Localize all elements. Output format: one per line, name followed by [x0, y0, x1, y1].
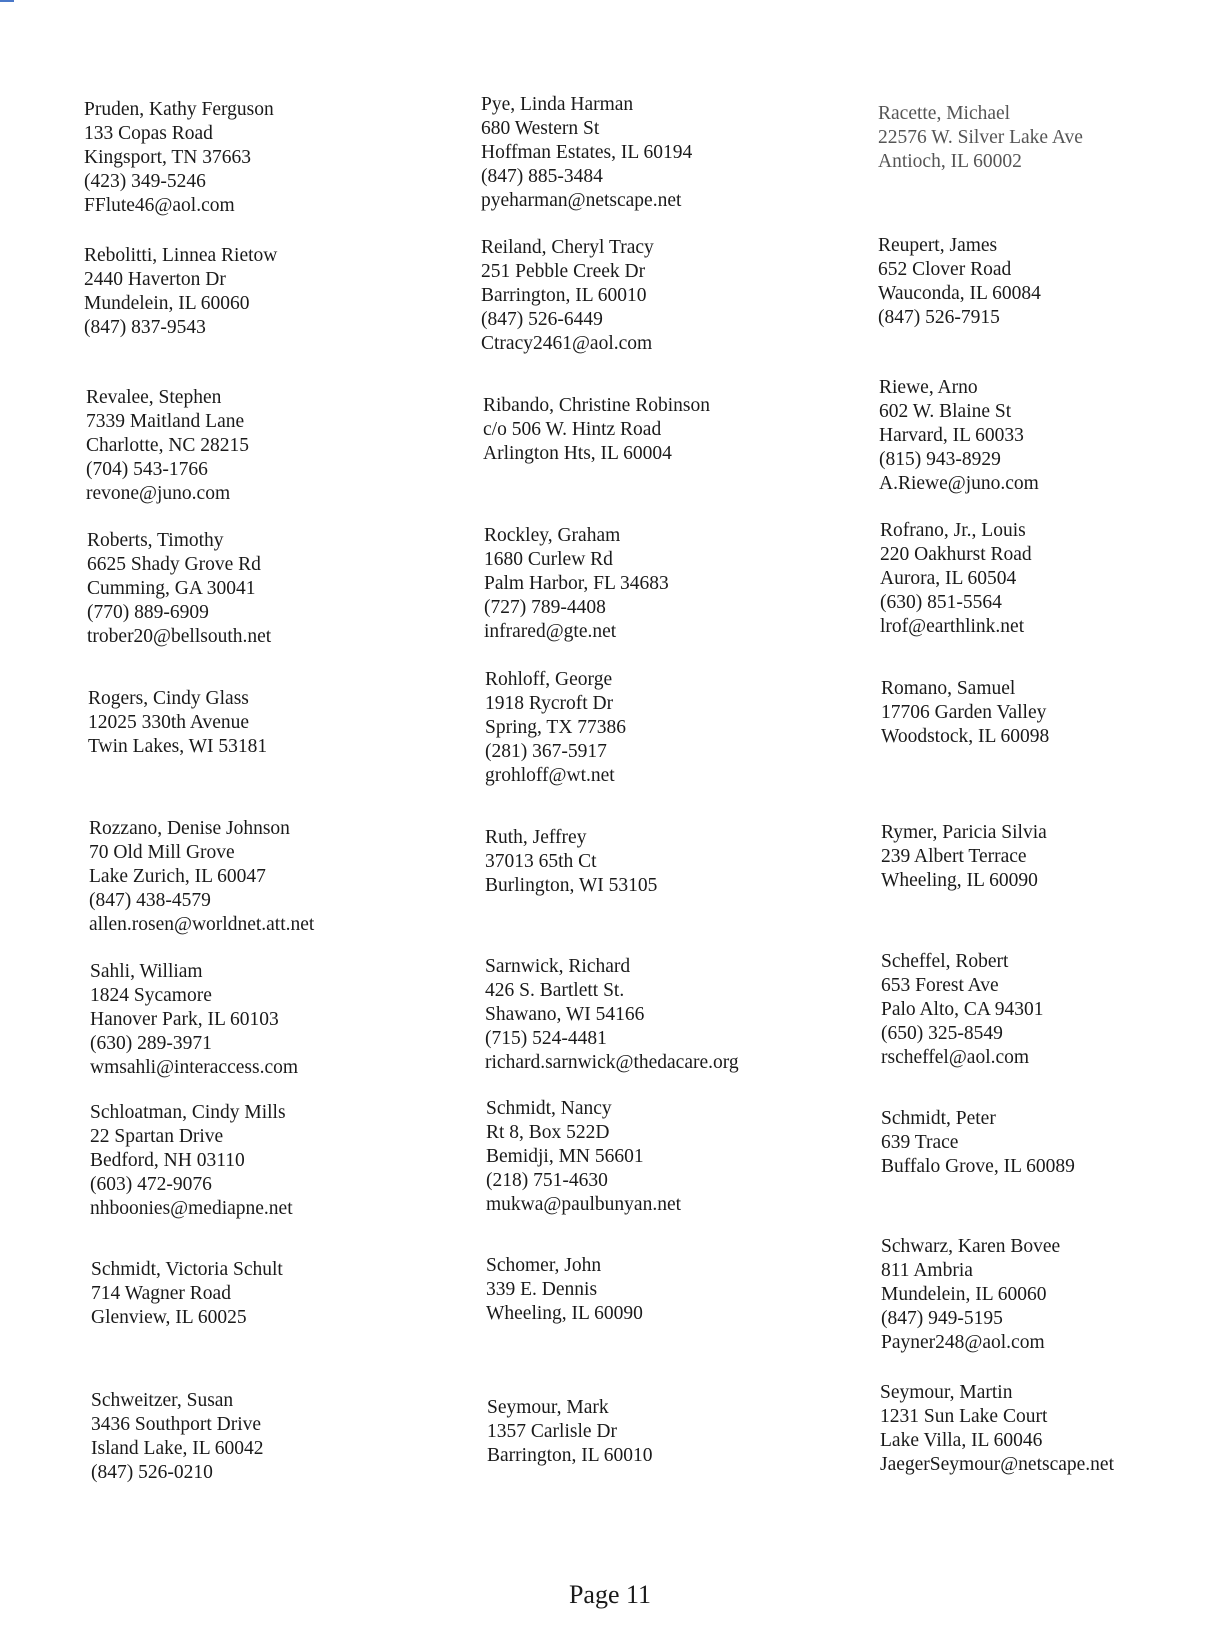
entry-detail-line: (630) 851-5564: [880, 592, 1002, 613]
entry-detail-line: Bemidji, MN 56601: [486, 1146, 644, 1167]
address-entry: [484, 524, 669, 644]
entry-name: Sarnwick, Richard: [485, 956, 631, 977]
entry-name: Pruden, Kathy Ferguson: [84, 99, 274, 120]
entry-detail-line: 680 Western St: [481, 118, 600, 139]
entry-detail-line: 1357 Carlisle Dr: [487, 1421, 617, 1442]
address-entry: [881, 950, 1044, 1070]
entry-detail-line: richard.sarnwick@thedacare.org: [485, 1052, 739, 1073]
entry-detail-line: 652 Clover Road: [878, 259, 1012, 280]
entry-name: Schweitzer, Susan: [91, 1390, 234, 1411]
entry-detail-line: 239 Albert Terrace: [881, 846, 1027, 867]
entry-name: Rofrano, Jr., Louis: [880, 520, 1026, 541]
entry-name: Romano, Samuel: [881, 678, 1016, 699]
entry-detail-line: 220 Oakhurst Road: [880, 544, 1032, 565]
page-number: Page 11: [568, 1580, 652, 1609]
entry-detail-line: (815) 943-8929: [879, 449, 1001, 470]
entry-detail-line: FFlute46@aol.com: [84, 195, 235, 216]
address-entry: [84, 98, 274, 218]
entry-name: Schmidt, Peter: [881, 1108, 996, 1129]
entry-detail-line: Barrington, IL 60010: [481, 285, 647, 306]
entry-detail-line: (281) 367-5917: [485, 741, 607, 762]
entry-detail-line: (603) 472-9076: [90, 1174, 212, 1195]
entry-detail-line: Wauconda, IL 60084: [878, 283, 1041, 304]
entry-detail-line: mukwa@paulbunyan.net: [486, 1194, 682, 1215]
entry-detail-line: 1824 Sycamore: [90, 985, 212, 1006]
entry-detail-line: (847) 949-5195: [881, 1308, 1003, 1329]
entry-name: Rebolitti, Linnea Rietow: [84, 245, 278, 266]
entry-name: Rogers, Cindy Glass: [88, 688, 249, 709]
entry-detail-line: Lake Villa, IL 60046: [880, 1430, 1043, 1451]
address-entry: [880, 519, 1032, 639]
entry-detail-line: Kingsport, TN 37663: [84, 147, 252, 168]
address-entry: [881, 677, 1049, 749]
entry-name: Rohloff, George: [485, 669, 613, 690]
entry-detail-line: Harvard, IL 60033: [879, 425, 1024, 446]
entry-detail-line: (847) 526-7915: [878, 307, 1000, 328]
entry-detail-line: Shawano, WI 54166: [485, 1004, 645, 1025]
entry-detail-line: Palm Harbor, FL 34683: [484, 573, 669, 594]
entry-detail-line: rscheffel@aol.com: [881, 1047, 1030, 1068]
address-entry: [89, 817, 314, 937]
entry-detail-line: (727) 789-4408: [484, 597, 606, 618]
entry-detail-line: 639 Trace: [881, 1132, 959, 1153]
address-entry: [87, 529, 271, 649]
entry-detail-line: 70 Old Mill Grove: [89, 842, 235, 863]
address-entry: [485, 955, 739, 1075]
entry-detail-line: (423) 349-5246: [84, 171, 206, 192]
entry-detail-line: 7339 Maitland Lane: [86, 411, 245, 432]
address-entry: [84, 244, 277, 340]
entry-detail-line: Woodstock, IL 60098: [881, 726, 1050, 747]
entry-detail-line: Aurora, IL 60504: [880, 568, 1017, 589]
address-entry: [878, 102, 1083, 174]
entry-detail-line: grohloff@wt.net: [485, 765, 615, 786]
address-entry: [879, 376, 1039, 496]
entry-name: Ribando, Christine Robinson: [483, 395, 710, 416]
entry-name: Rozzano, Denise Johnson: [89, 818, 290, 839]
entry-detail-line: Charlotte, NC 28215: [86, 435, 250, 456]
entry-detail-line: revone@juno.com: [86, 483, 231, 504]
address-entry: [88, 687, 267, 759]
entry-detail-line: (630) 289-3971: [90, 1033, 212, 1054]
address-entry: [91, 1258, 283, 1330]
address-entry: [91, 1389, 264, 1485]
entry-detail-line: (847) 885-3484: [481, 166, 603, 187]
address-entry: [878, 234, 1041, 330]
entry-detail-line: Spring, TX 77386: [485, 717, 627, 738]
entry-detail-line: (650) 325-8549: [881, 1023, 1003, 1044]
entry-detail-line: wmsahli@interaccess.com: [90, 1057, 299, 1078]
entry-detail-line: 811 Ambria: [881, 1260, 973, 1281]
entry-detail-line: Ctracy2461@aol.com: [481, 333, 653, 354]
entry-detail-line: Buffalo Grove, IL 60089: [881, 1156, 1075, 1177]
entry-detail-line: Glenview, IL 60025: [91, 1307, 247, 1328]
entry-name: Schmidt, Nancy: [486, 1098, 612, 1119]
entry-name: Reiland, Cheryl Tracy: [481, 237, 654, 258]
address-entry: [486, 1254, 643, 1326]
entry-name: Pye, Linda Harman: [481, 94, 634, 115]
address-entry: [90, 1101, 293, 1221]
entry-detail-line: 3436 Southport Drive: [91, 1414, 262, 1435]
address-entry: [86, 386, 249, 506]
entry-detail-line: (704) 543-1766: [86, 459, 208, 480]
address-entry: [485, 826, 657, 898]
entry-detail-line: (218) 751-4630: [486, 1170, 608, 1191]
entry-name: Ruth, Jeffrey: [485, 827, 587, 848]
entry-name: Seymour, Mark: [487, 1397, 609, 1418]
entry-name: Schwarz, Karen Bovee: [881, 1236, 1061, 1257]
entry-detail-line: lrof@earthlink.net: [880, 616, 1025, 637]
entry-detail-line: (847) 438-4579: [89, 890, 211, 911]
scan-edge-mark: [0, 0, 14, 2]
entry-detail-line: 1680 Curlew Rd: [484, 549, 613, 570]
entry-name: Riewe, Arno: [879, 377, 978, 398]
entry-detail-line: pyeharman@netscape.net: [481, 190, 682, 211]
address-entry: [485, 668, 626, 788]
entry-detail-line: Arlington Hts, IL 60004: [483, 443, 672, 464]
entry-detail-line: 37013 65th Ct: [485, 851, 597, 872]
entry-detail-line: 653 Forest Ave: [881, 975, 999, 996]
entry-detail-line: Hoffman Estates, IL 60194: [481, 142, 693, 163]
entry-detail-line: 22576 W. Silver Lake Ave: [878, 127, 1083, 148]
entry-detail-line: Antioch, IL 60002: [878, 151, 1022, 172]
entry-detail-line: (770) 889-6909: [87, 602, 209, 623]
entry-name: Seymour, Martin: [880, 1382, 1013, 1403]
entry-name: Scheffel, Robert: [881, 951, 1009, 972]
entry-detail-line: Palo Alto, CA 94301: [881, 999, 1044, 1020]
entry-detail-line: A.Riewe@juno.com: [879, 473, 1039, 494]
entry-detail-line: 714 Wagner Road: [91, 1283, 231, 1304]
entry-name: Sahli, William: [90, 961, 203, 982]
entry-detail-line: Twin Lakes, WI 53181: [88, 736, 268, 757]
entry-detail-line: trober20@bellsouth.net: [87, 626, 272, 647]
entry-detail-line: Barrington, IL 60010: [487, 1445, 653, 1466]
entry-detail-line: (715) 524-4481: [485, 1028, 607, 1049]
address-entry: [483, 394, 710, 466]
entry-detail-line: 1231 Sun Lake Court: [880, 1406, 1048, 1427]
entry-detail-line: 602 W. Blaine St: [879, 401, 1012, 422]
entry-detail-line: c/o 506 W. Hintz Road: [483, 419, 662, 440]
entry-detail-line: Cumming, GA 30041: [87, 578, 256, 599]
address-entry: [487, 1396, 653, 1468]
entry-name: Rockley, Graham: [484, 525, 621, 546]
entry-detail-line: Lake Zurich, IL 60047: [89, 866, 266, 887]
entry-detail-line: Burlington, WI 53105: [485, 875, 658, 896]
entry-name: Schloatman, Cindy Mills: [90, 1102, 286, 1123]
address-entry: [880, 1381, 1114, 1477]
entry-detail-line: JaegerSeymour@netscape.net: [880, 1454, 1114, 1475]
entry-detail-line: Hanover Park, IL 60103: [90, 1009, 279, 1030]
entry-detail-line: 1918 Rycroft Dr: [485, 693, 614, 714]
entry-detail-line: 426 S. Bartlett St.: [485, 980, 625, 1001]
entry-detail-line: infrared@gte.net: [484, 621, 617, 642]
entry-detail-line: 251 Pebble Creek Dr: [481, 261, 646, 282]
entry-detail-line: Wheeling, IL 60090: [881, 870, 1038, 891]
entry-detail-line: 2440 Haverton Dr: [84, 269, 226, 290]
entry-detail-line: Bedford, NH 03110: [90, 1150, 245, 1171]
entry-detail-line: Payner248@aol.com: [881, 1332, 1045, 1353]
entry-detail-line: (847) 526-6449: [481, 309, 603, 330]
address-entry: [486, 1097, 681, 1217]
entry-detail-line: 133 Copas Road: [84, 123, 213, 144]
entry-detail-line: 17706 Garden Valley: [881, 702, 1047, 723]
entry-detail-line: Mundelein, IL 60060: [84, 293, 250, 314]
entry-name: Racette, Michael: [878, 103, 1011, 124]
address-entry: [481, 93, 692, 213]
address-entry: [881, 1107, 1075, 1179]
entry-detail-line: Island Lake, IL 60042: [91, 1438, 264, 1459]
entry-detail-line: Wheeling, IL 60090: [486, 1303, 643, 1324]
address-entry: [881, 821, 1047, 893]
address-entry: [881, 1235, 1060, 1355]
entry-detail-line: Rt 8, Box 522D: [486, 1122, 610, 1143]
entry-name: Reupert, James: [878, 235, 998, 256]
entry-name: Rymer, Paricia Silvia: [881, 822, 1047, 843]
entry-name: Roberts, Timothy: [87, 530, 224, 551]
entry-name: Revalee, Stephen: [86, 387, 222, 408]
entry-detail-line: nhboonies@mediapne.net: [90, 1198, 293, 1219]
address-entry: [90, 960, 298, 1080]
entry-detail-line: allen.rosen@worldnet.att.net: [89, 914, 315, 935]
entry-detail-line: 22 Spartan Drive: [90, 1126, 224, 1147]
entry-detail-line: (847) 837-9543: [84, 317, 206, 338]
entry-detail-line: Mundelein, IL 60060: [881, 1284, 1047, 1305]
address-entry: [481, 236, 654, 356]
entry-detail-line: 339 E. Dennis: [486, 1279, 598, 1300]
entry-name: Schmidt, Victoria Schult: [91, 1259, 283, 1280]
entry-detail-line: 12025 330th Avenue: [88, 712, 250, 733]
entry-name: Schomer, John: [486, 1255, 602, 1276]
entry-detail-line: (847) 526-0210: [91, 1462, 213, 1483]
entry-detail-line: 6625 Shady Grove Rd: [87, 554, 261, 575]
